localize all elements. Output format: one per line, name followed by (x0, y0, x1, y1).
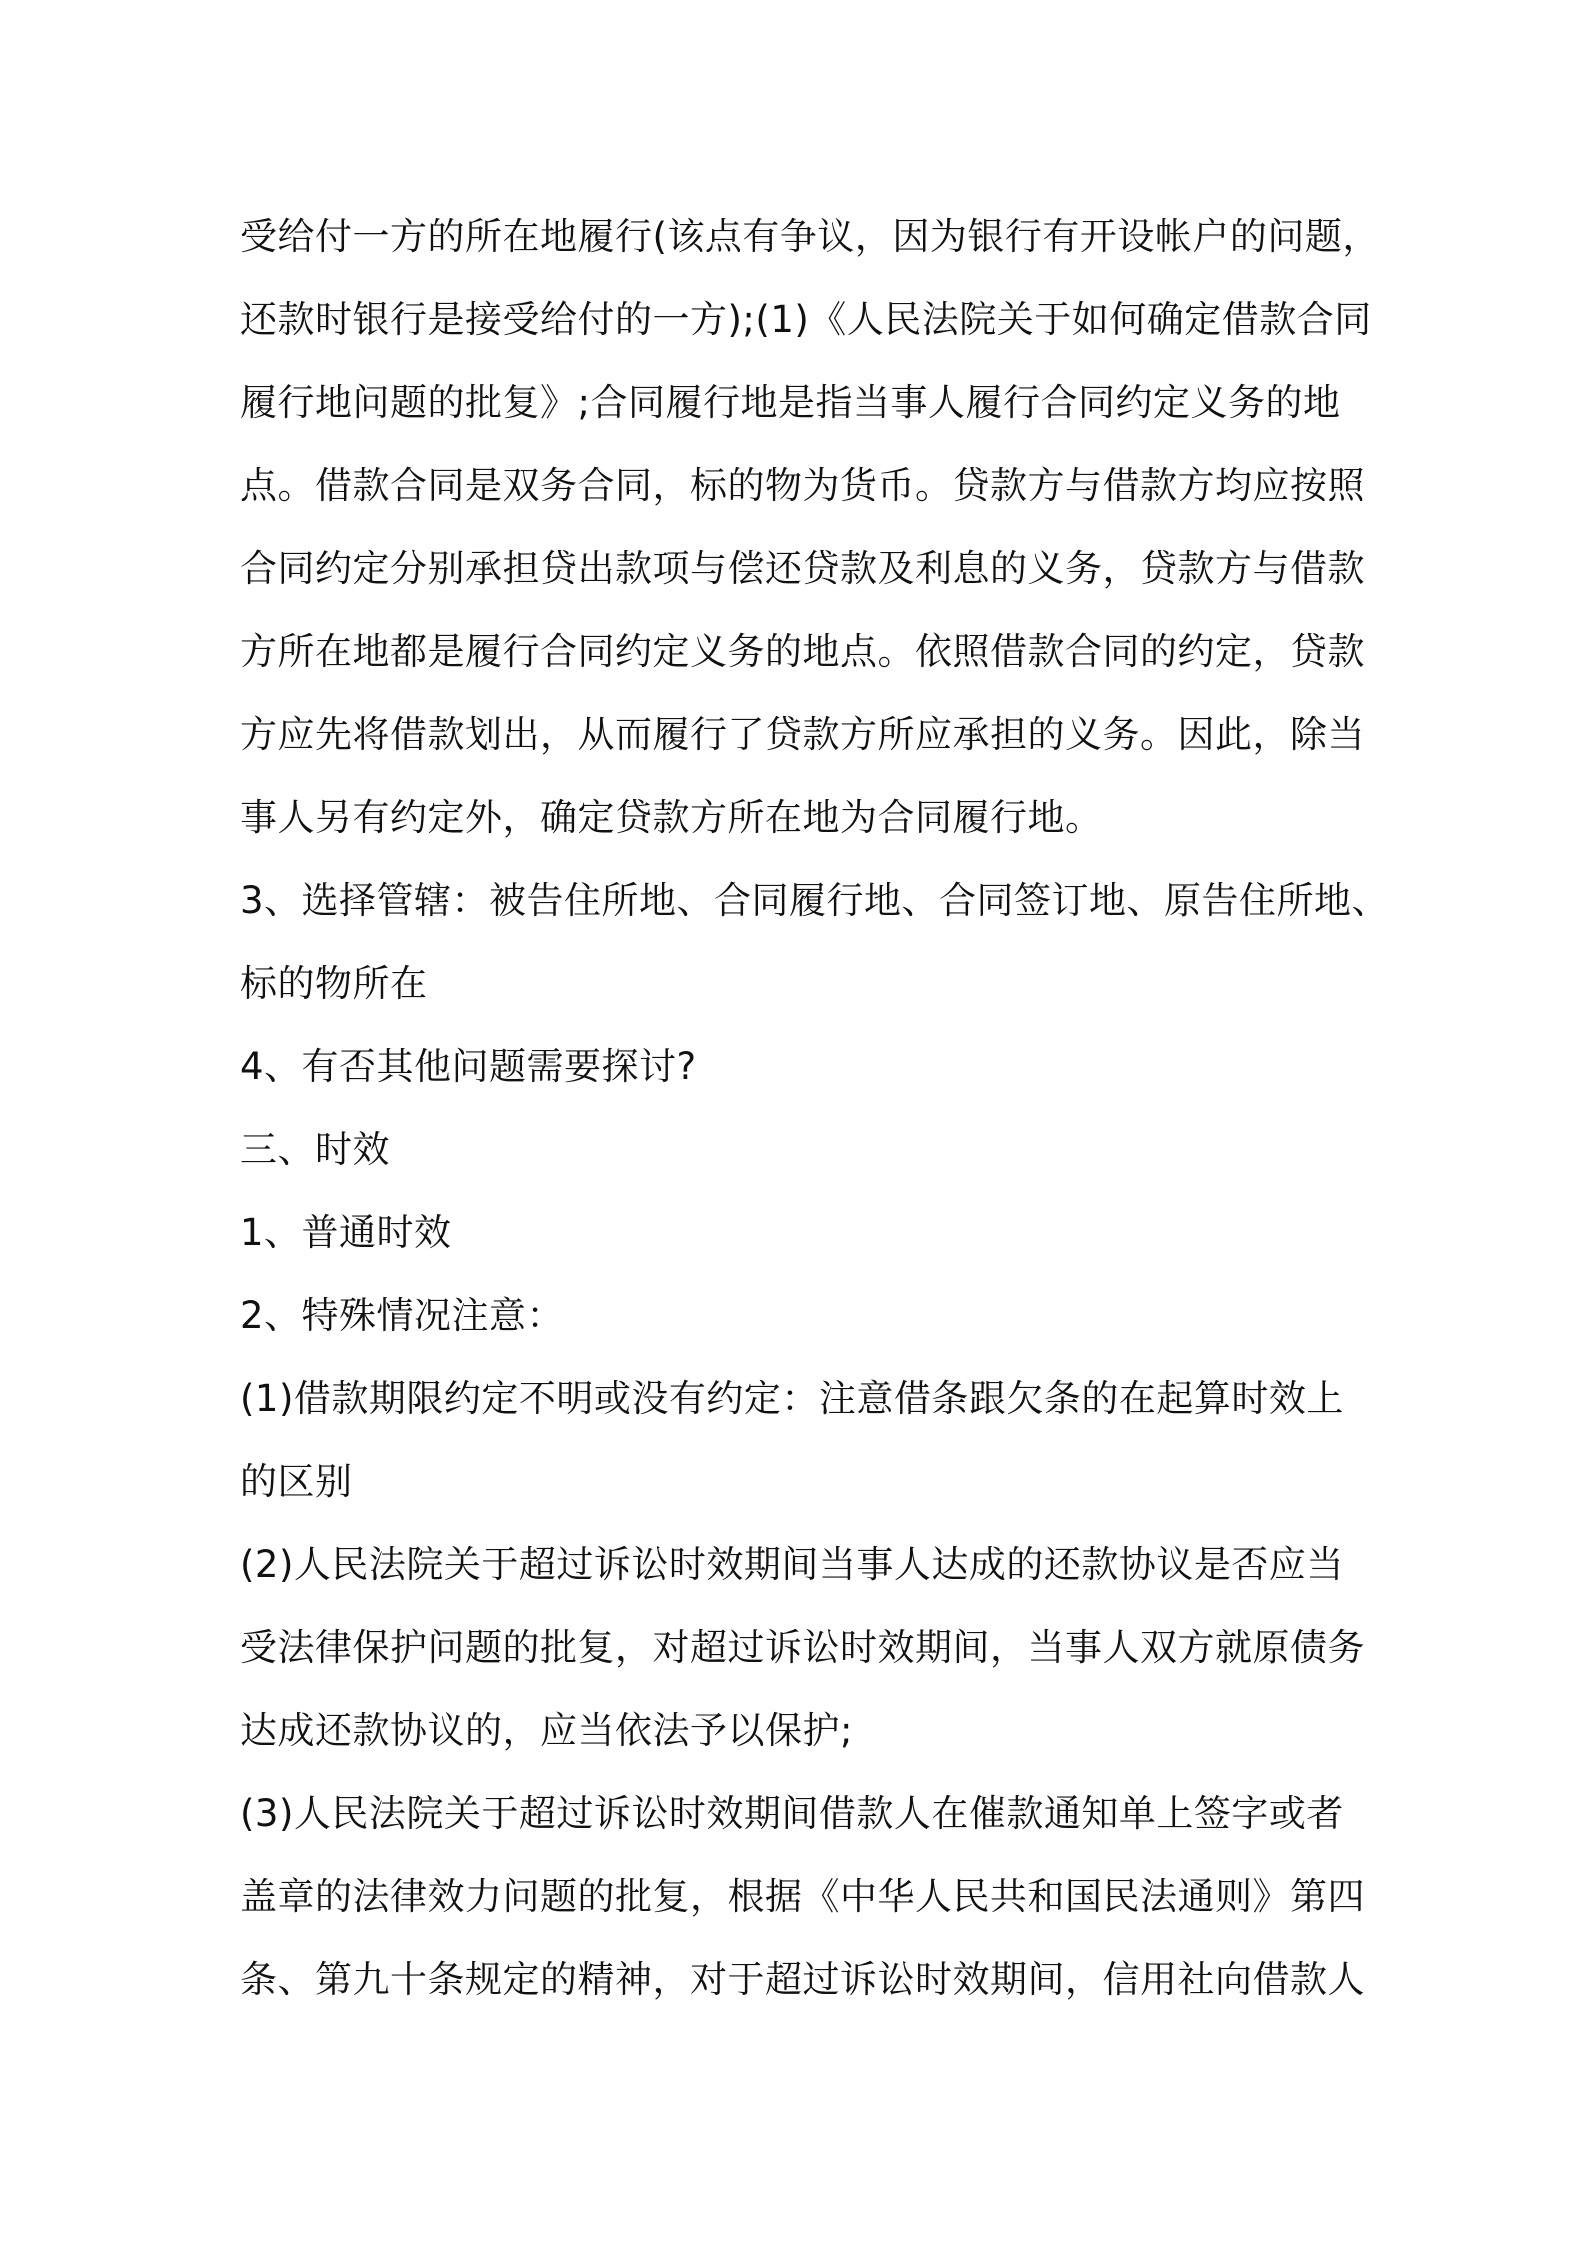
text-line-15: (1)借款期限约定不明或没有约定：注意借条跟欠条的在起算时效上 (240, 1377, 1344, 1420)
text-line-10: 标的物所在 (240, 962, 428, 1005)
text-line-1: 受给付一方的所在地履行(该点有争议，因为银行有开设帐户的问题， (240, 215, 1380, 258)
text-line-20: (3)人民法院关于超过诉讼时效期间借款人在催款通知单上签字或者 (240, 1792, 1344, 1835)
section-heading-statute-of-limitations: 三、时效 (240, 1128, 390, 1171)
text-line-21: 盖章的法律效力问题的批复，根据《中华人民共和国民法通则》第四 (240, 1875, 1365, 1918)
text-line-16: 的区别 (240, 1460, 353, 1503)
text-line-6: 方所在地都是履行合同约定义务的地点。依照借款合同的约定，贷款 (240, 630, 1365, 673)
document-body (240, 195, 1390, 2021)
text-line-4: 点。借款合同是双务合同，标的物为货币。贷款方与借款方均应按照 (240, 464, 1365, 507)
text-line-11: 4、有否其他问题需要探讨? (240, 1045, 697, 1088)
text-line-18: 受法律保护问题的批复，对超过诉讼时效期间，当事人双方就原债务 (240, 1626, 1365, 1669)
text-line-2: 还款时银行是接受给付的一方);(1)《人民法院关于如何确定借款合同 (240, 298, 1372, 341)
text-line-8: 事人另有约定外，确定贷款方所在地为合同履行地。 (240, 796, 1103, 839)
text-line-13: 1、普通时效 (240, 1211, 452, 1254)
text-line-3: 履行地问题的批复》;合同履行地是指当事人履行合同约定义务的地 (240, 381, 1341, 424)
text-line-9: 3、选择管辖：被告住所地、合同履行地、合同签订地、原告住所地、 (240, 879, 1390, 922)
text-line-5: 合同约定分别承担贷出款项与偿还贷款及利息的义务，贷款方与借款 (240, 547, 1365, 590)
text-line-17: (2)人民法院关于超过诉讼时效期间当事人达成的还款协议是否应当 (240, 1543, 1344, 1586)
text-line-22: 条、第九十条规定的精神，对于超过诉讼时效期间，信用社向借款人 (240, 1958, 1365, 2001)
text-line-7: 方应先将借款划出，从而履行了贷款方所应承担的义务。因此，除当 (240, 713, 1365, 756)
text-line-14: 2、特殊情况注意： (240, 1294, 565, 1337)
text-line-19: 达成还款协议的，应当依法予以保护; (240, 1709, 853, 1752)
